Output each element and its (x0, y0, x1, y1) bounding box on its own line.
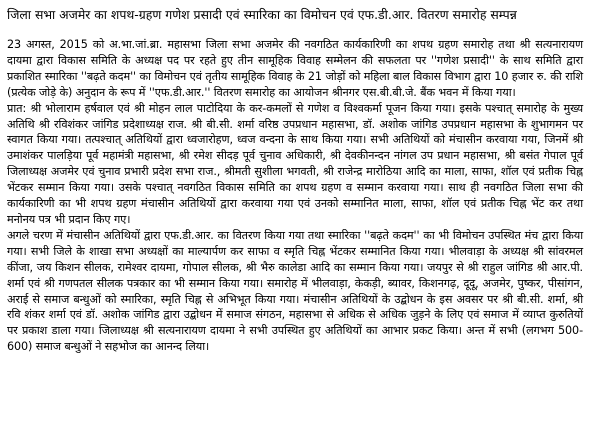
article-paragraph-3: अगले चरण में मंचासीन अतिथियों द्वारा एफ.डी.आर. का वितरण किया गया तथा स्मारिका ''बढ़ते कदम'' का भी विमोचन उपस्थित मंच द्वारा किया गया। सभी जिले के शाखा सभा अध्यक्षों का माल्यार्पण कर साफा व स्मृति चिह्न भेंटकर सम्मानित किया गया। भीलवाड़ा के अध्यक्ष श्री सांवरमल कींजा, जय किशन सीलक, रामेश्वर दायमा, गोपाल सीलक, श्री भैरु कालेडा आदि का सम्मान किया गया। जयपुर से श्री राहुल जांगिड श्री आर.पी. शर्मा एवं श्री गणपतल सीलक पत्रकार का भी सम्मान किया गया। समारोह में भीलवाड़ा, केकड़ी, ब्यावर, किशनगढ़, दूदू, अजमेर, पुष्कर, पीसांगन, अराई से समाज बन्धुओं को स्मारिका, स्मृति चिह्न से अभिभूत किया गया। मंचासीन अतिथियों के उद्बोधन के इस अवसर पर श्री बी.सी. शर्मा, श्री रवि शंकर शर्मा एवं डॉ. अशोक जांगिड द्वारा उद्बोधन में समाज संगठन, महासभा से अधिक से अधिक जुड़ने के लिए एवं समाज में व्याप्त कुरुतियों पर प्रकाश डाला गया। जिलाध्यक्ष श्री सत्यनारायण दायमा ने सभी उपस्थित हुए अतिथियों का आभार प्रकट किया। अन्त में सभी (लगभग 500-600) समाज बन्धुओं ने सहभोज का आनन्द लिया। (7, 228, 583, 354)
article-paragraph-2: प्रात: श्री भोलाराम हर्षवाल एवं श्री मोहन लाल पाटोदिया के कर-कमलों से गणेश व विश्वकर्मा पूजन किया गया। इसके पश्चात् समारोह के मुख्य अतिथि श्री रविशंकर जांगिड प्रदेशाध्यक्ष राज. श्री बी.सी. शर्मा वरिष्ठ उपप्रधान महासभा, डॉ. अशोक जांगिड उपप्रधान महासभा के शुभागमन पर स्वागत किया गया। तत्पश्चात् अतिथियों द्वारा ध्वजारोहण, ध्वज वन्दना के साथ किया गया। सभी अतिथियों को मंचासीन करवाया गया, जिनमें श्री उमाशंकर पालड़िया पूर्व महामंत्री महासभा, श्री रमेश सीदड़ पूर्व चुनाव अधिकारी, श्री देवकीनन्दन नांगल उप प्रधान महासभा, श्री बसंत गेपाल पूर्व जिलाध्यक्ष अजमेर एवं चुनाव प्रभारी प्रदेश सभा राज., श्रीमती सुशीला भगवती, श्री राजेन्द्र मारोठिया आदि का माला, साफा, शॉल एवं प्रतीक चिह्न भेंटकर सम्मान किया गया। उसके पश्चात् नवगठित विकास समिति का शपथ ग्रहण व सम्मान करवाया गया। साथ ही नवगठित जिला सभा की कार्यकारिणी का भी शपथ ग्रहण मंचासीन अतिथियों द्वारा करवाया गया एवं उनको सम्मानित माला, साफा, शॉल एवं प्रतीक चिह्न भेंट कर तथा मनोनय पत्र भी प्रदान किए गए। (7, 101, 583, 226)
article-paragraph-1: 23 अगस्त, 2015 को अ.भा.जां.ब्रा. महासभा जिला सभा अजमेर की नवगठित कार्यकारिणी का शपथ ग्रहण समारोह तथा श्री सत्यनारायण दायमा द्वारा विकास समिति के अध्यक्ष पद पर रहते हुए तीन सामूहिक विवाह सम्मेलन की सफलता पर ''गणेश प्रसादी'' के साथ समिति द्वारा प्रकाशित स्मारिका ''बढ़ते कदम'' का विमोचन एवं तृतीय सामूहिक विवाह के 21 जोड़ों को महिला बाल विकास विभाग द्वारा 10 हजार रु. की राशि (प्रत्येक जोड़े के) अनुदान के रूप में ''एफ.डी.आर.'' वितरण समारोह का आयोजन श्रीनगर एस.बी.बी.जे. बैंक भवन में किया गया। (7, 38, 583, 99)
article-heading: जिला सभा अजमेर का शपथ-ग्रहण गणेश प्रसादी एवं स्मारिका का विमोचन एवं एफ.डी.आर. वितरण समारोह सम्पन्न (7, 7, 517, 22)
